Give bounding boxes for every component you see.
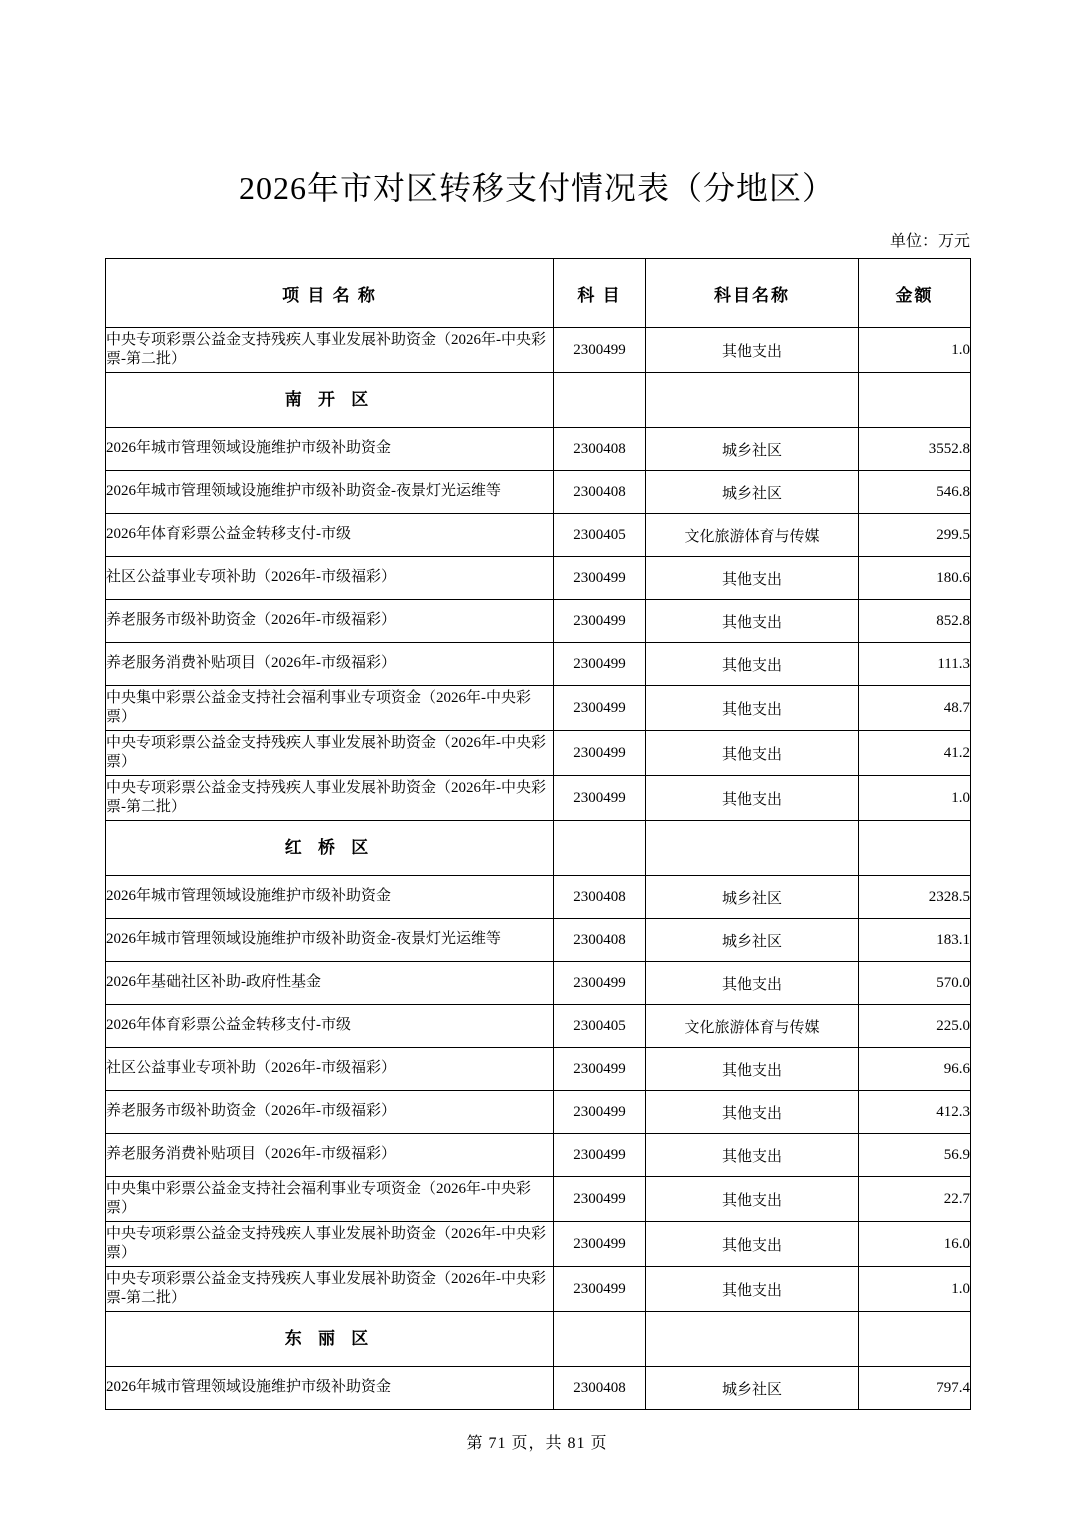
cell-amount: 16.0 (859, 1222, 971, 1267)
cell-amount (859, 821, 971, 876)
cell-subject-name: 其他支出 (646, 1091, 859, 1134)
table-row (106, 557, 971, 600)
cell-subject-name: 其他支出 (646, 686, 859, 731)
cell-project-name: 中央集中彩票公益金支持社会福利事业专项资金（2026年-中央彩票） (106, 686, 554, 731)
cell-amount: 852.8 (859, 600, 971, 643)
table-header (106, 259, 971, 328)
table-row (106, 876, 971, 919)
cell-subject-code: 2300499 (554, 731, 646, 776)
cell-subject-name: 文化旅游体育与传媒 (646, 514, 859, 557)
cell-subject-name: 城乡社区 (646, 428, 859, 471)
cell-subject-code (554, 1312, 646, 1367)
table-row (106, 428, 971, 471)
district-name: 东 丽 区 (106, 1312, 554, 1367)
cell-amount (859, 1312, 971, 1367)
transfer-payment-table-container (105, 258, 970, 1410)
cell-project-name: 中央集中彩票公益金支持社会福利事业专项资金（2026年-中央彩票） (106, 1177, 554, 1222)
cell-project-name: 养老服务消费补贴项目（2026年-市级福彩） (106, 643, 554, 686)
cell-subject-name: 其他支出 (646, 776, 859, 821)
cell-subject-code: 2300499 (554, 1134, 646, 1177)
cell-subject-code: 2300499 (554, 643, 646, 686)
district-name: 南 开 区 (106, 373, 554, 428)
table-row (106, 776, 971, 821)
cell-subject-code: 2300405 (554, 514, 646, 557)
cell-subject-code: 2300499 (554, 962, 646, 1005)
cell-subject-code: 2300405 (554, 1005, 646, 1048)
cell-amount (859, 373, 971, 428)
cell-amount: 56.9 (859, 1134, 971, 1177)
cell-subject-name (646, 1312, 859, 1367)
cell-subject-name: 其他支出 (646, 557, 859, 600)
cell-subject-code: 2300408 (554, 471, 646, 514)
cell-project-name: 养老服务市级补助资金（2026年-市级福彩） (106, 600, 554, 643)
table-row (106, 1134, 971, 1177)
cell-subject-name: 其他支出 (646, 1177, 859, 1222)
cell-amount: 180.6 (859, 557, 971, 600)
cell-subject-code: 2300499 (554, 776, 646, 821)
table-row (106, 514, 971, 557)
cell-subject-code: 2300499 (554, 686, 646, 731)
table-row (106, 731, 971, 776)
cell-amount: 183.1 (859, 919, 971, 962)
cell-subject-code: 2300408 (554, 876, 646, 919)
transfer-payment-table (105, 258, 971, 1410)
cell-subject-code (554, 373, 646, 428)
table-header-row (106, 259, 971, 328)
district-header-row (106, 1312, 971, 1367)
cell-subject-code: 2300499 (554, 600, 646, 643)
cell-subject-code: 2300499 (554, 1222, 646, 1267)
cell-subject-name: 其他支出 (646, 1048, 859, 1091)
table-row (106, 1091, 971, 1134)
cell-project-name: 中央专项彩票公益金支持残疾人事业发展补助资金（2026年-中央彩票） (106, 731, 554, 776)
cell-subject-code: 2300408 (554, 919, 646, 962)
cell-subject-code: 2300499 (554, 1267, 646, 1312)
cell-amount: 48.7 (859, 686, 971, 731)
table-row (106, 1267, 971, 1312)
table-row (106, 328, 971, 373)
cell-subject-name: 文化旅游体育与传媒 (646, 1005, 859, 1048)
cell-subject-name: 其他支出 (646, 1267, 859, 1312)
cell-subject-name (646, 821, 859, 876)
cell-amount: 96.6 (859, 1048, 971, 1091)
cell-project-name: 2026年城市管理领域设施维护市级补助资金-夜景灯光运维等 (106, 919, 554, 962)
cell-amount: 546.8 (859, 471, 971, 514)
cell-subject-name: 城乡社区 (646, 919, 859, 962)
cell-project-name: 2026年体育彩票公益金转移支付-市级 (106, 514, 554, 557)
cell-amount: 797.4 (859, 1367, 971, 1410)
cell-amount: 412.3 (859, 1091, 971, 1134)
table-body (106, 328, 971, 1410)
district-name: 红 桥 区 (106, 821, 554, 876)
cell-subject-code: 2300408 (554, 428, 646, 471)
cell-project-name: 2026年城市管理领域设施维护市级补助资金 (106, 1367, 554, 1410)
cell-subject-code: 2300499 (554, 1091, 646, 1134)
cell-amount: 111.3 (859, 643, 971, 686)
cell-subject-code: 2300499 (554, 557, 646, 600)
cell-subject-name: 其他支出 (646, 962, 859, 1005)
cell-amount: 3552.8 (859, 428, 971, 471)
cell-project-name: 养老服务消费补贴项目（2026年-市级福彩） (106, 1134, 554, 1177)
cell-project-name: 中央专项彩票公益金支持残疾人事业发展补助资金（2026年-中央彩票-第二批） (106, 1267, 554, 1312)
cell-amount: 299.5 (859, 514, 971, 557)
table-row (106, 1005, 971, 1048)
cell-amount: 41.2 (859, 731, 971, 776)
cell-project-name: 中央专项彩票公益金支持残疾人事业发展补助资金（2026年-中央彩票-第二批） (106, 328, 554, 373)
column-header-code: 科 目 (554, 259, 646, 328)
table-row (106, 643, 971, 686)
cell-subject-name: 其他支出 (646, 1222, 859, 1267)
table-row (106, 1222, 971, 1267)
cell-project-name: 2026年城市管理领域设施维护市级补助资金-夜景灯光运维等 (106, 471, 554, 514)
column-header-project-name: 项 目 名 称 (106, 259, 554, 328)
cell-subject-name: 其他支出 (646, 600, 859, 643)
page-title: 2026年市对区转移支付情况表（分地区） (238, 170, 835, 207)
table-row (106, 471, 971, 514)
cell-project-name: 2026年城市管理领域设施维护市级补助资金 (106, 428, 554, 471)
district-header-row (106, 373, 971, 428)
cell-amount: 225.0 (859, 1005, 971, 1048)
table-row (106, 1367, 971, 1410)
cell-project-name: 养老服务市级补助资金（2026年-市级福彩） (106, 1091, 554, 1134)
cell-amount: 1.0 (859, 328, 971, 373)
cell-subject-name: 城乡社区 (646, 1367, 859, 1410)
cell-amount: 2328.5 (859, 876, 971, 919)
cell-subject-code: 2300499 (554, 1177, 646, 1222)
cell-project-name: 社区公益事业专项补助（2026年-市级福彩） (106, 557, 554, 600)
page-footer: 第 71 页，共 81 页 (466, 1435, 608, 1452)
district-header-row (106, 821, 971, 876)
cell-subject-name: 其他支出 (646, 731, 859, 776)
cell-subject-name: 城乡社区 (646, 876, 859, 919)
table-row (106, 1048, 971, 1091)
cell-subject-name: 城乡社区 (646, 471, 859, 514)
table-row (106, 962, 971, 1005)
cell-project-name: 2026年体育彩票公益金转移支付-市级 (106, 1005, 554, 1048)
cell-project-name: 2026年城市管理领域设施维护市级补助资金 (106, 876, 554, 919)
table-row (106, 686, 971, 731)
cell-project-name: 社区公益事业专项补助（2026年-市级福彩） (106, 1048, 554, 1091)
table-row (106, 600, 971, 643)
table-row (106, 919, 971, 962)
unit-note: 单位：万元 (889, 233, 970, 250)
cell-project-name: 2026年基础社区补助-政府性基金 (106, 962, 554, 1005)
cell-subject-code (554, 821, 646, 876)
cell-subject-code: 2300499 (554, 328, 646, 373)
cell-project-name: 中央专项彩票公益金支持残疾人事业发展补助资金（2026年-中央彩票-第二批） (106, 776, 554, 821)
cell-amount: 1.0 (859, 1267, 971, 1312)
cell-project-name: 中央专项彩票公益金支持残疾人事业发展补助资金（2026年-中央彩票） (106, 1222, 554, 1267)
cell-subject-name: 其他支出 (646, 643, 859, 686)
cell-amount: 1.0 (859, 776, 971, 821)
cell-amount: 22.7 (859, 1177, 971, 1222)
cell-subject-name: 其他支出 (646, 1134, 859, 1177)
column-header-amount: 金额 (859, 259, 971, 328)
cell-subject-code: 2300499 (554, 1048, 646, 1091)
table-row (106, 1177, 971, 1222)
cell-subject-name (646, 373, 859, 428)
cell-subject-code: 2300408 (554, 1367, 646, 1410)
cell-amount: 570.0 (859, 962, 971, 1005)
column-header-subject-name: 科目名称 (646, 259, 859, 328)
cell-subject-name: 其他支出 (646, 328, 859, 373)
